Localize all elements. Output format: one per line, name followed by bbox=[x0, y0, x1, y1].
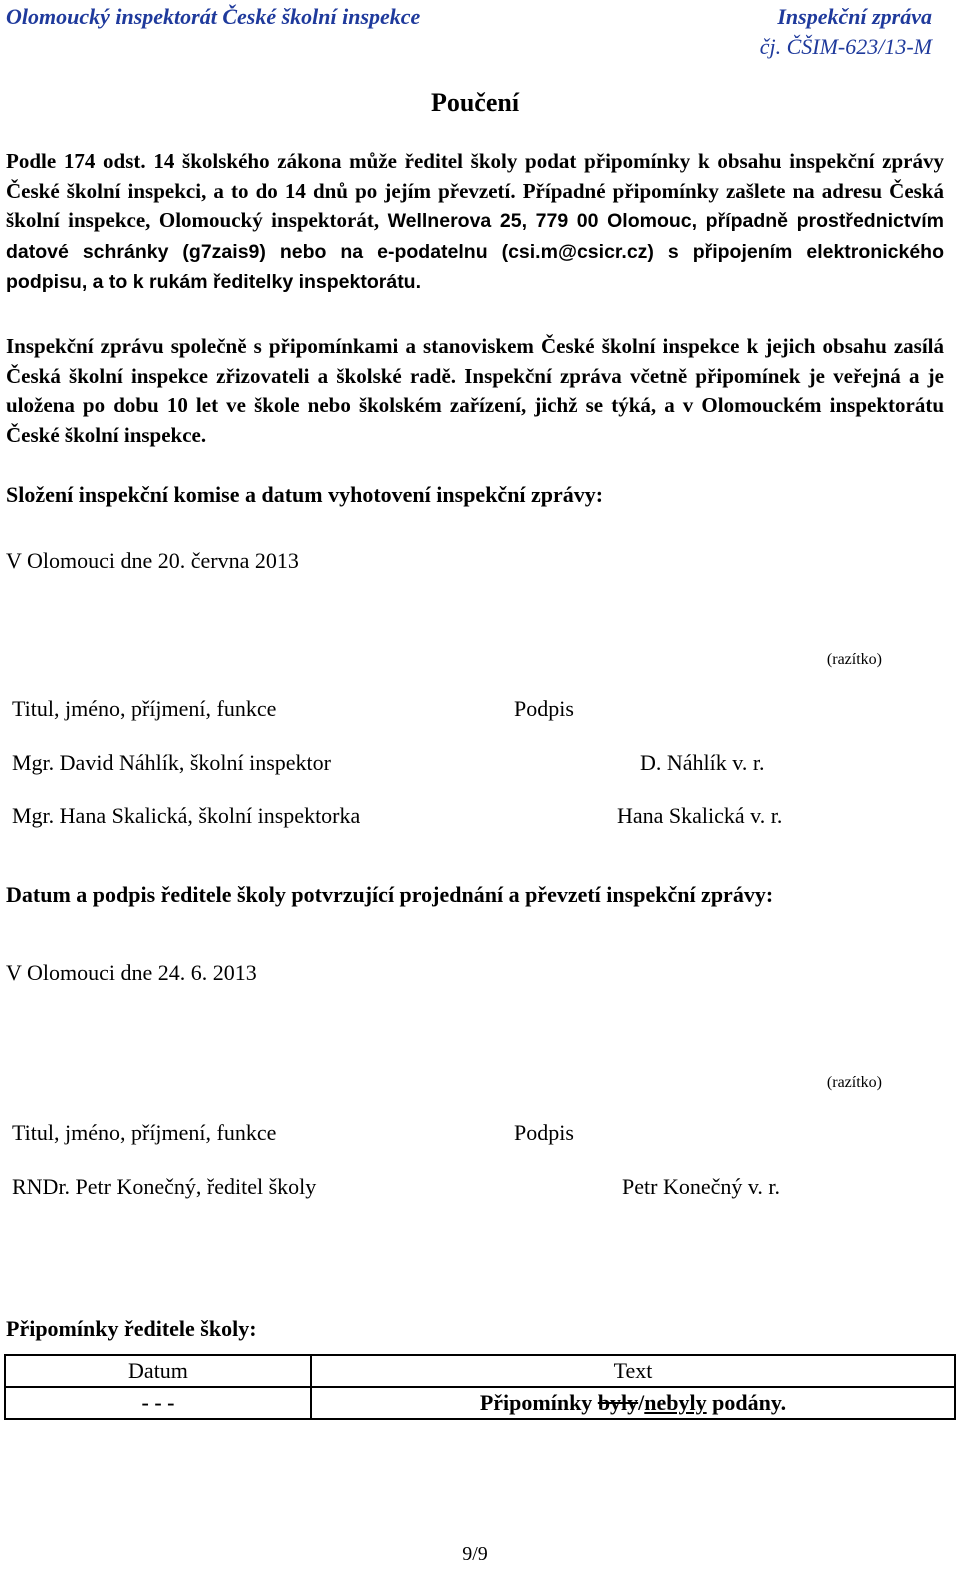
member-signature: D. Náhlík v. r. bbox=[640, 750, 765, 775]
header-doc-type: Inspekční zpráva bbox=[777, 4, 932, 29]
director-col-sign: Podpis bbox=[514, 1120, 574, 1145]
commission-title: Složení inspekční komise a datum vyhotovení inspekční zprávy: bbox=[6, 482, 604, 507]
comments-title: Připomínky ředitele školy: bbox=[6, 1316, 257, 1341]
member-name: Mgr. Hana Skalická, školní inspektorka bbox=[12, 803, 361, 828]
director-name: RNDr. Petr Konečný, ředitel školy bbox=[12, 1174, 317, 1199]
cell-text-prefix: Připomínky bbox=[479, 1390, 598, 1415]
table-header-row bbox=[5, 1355, 955, 1387]
page-number: 9/9 bbox=[462, 1543, 488, 1565]
header-ref-no: čj. ČŠIM-623/13-M bbox=[759, 34, 932, 59]
paragraph-distribution: Inspekční zprávu společně s připomínkami a stanoviskem České školní inspekce k jejich obsahu zasílá Česká školní inspekce zřizovateli a školské radě. Inspekční zpráva včetně připomínek je veřejná a je uložena po dobu 10 let ve škole nebo školském zařízení, jichž se týká, a v Olomouckém inspektorátu České školní inspekce. bbox=[6, 334, 944, 447]
table-row bbox=[5, 1387, 955, 1419]
col-header-date: Datum bbox=[5, 1355, 311, 1387]
cell-date: - - - bbox=[5, 1387, 311, 1419]
commission-col-name: Titul, jméno, příjmení, funkce bbox=[12, 696, 277, 721]
paragraph-instructions-part2: Wellnerova 25, 779 00 Olomouc, případně prostřednictvím datové schránky (g7zais9) nebo na e-podatelnu (csi.m@csicr.cz) s připojením elektronického podpisu, a to k rukám ředitelky inspektorátu. bbox=[6, 210, 944, 293]
commission-col-sign: Podpis bbox=[514, 696, 574, 721]
cell-text-slash: / bbox=[638, 1390, 645, 1415]
cell-text bbox=[311, 1387, 955, 1419]
member-name: Mgr. David Náhlík, školní inspektor bbox=[12, 750, 331, 775]
director-title: Datum a podpis ředitele školy potvrzující projednání a převzetí inspekční zprávy: bbox=[6, 882, 774, 907]
paragraph-instructions bbox=[6, 147, 944, 298]
col-header-text: Text bbox=[311, 1355, 955, 1387]
page-title: Poučení bbox=[430, 88, 520, 117]
paragraph-instructions-part1: Podle 174 odst. 14 školského zákona může ředitel školy podat připomínky k obsahu inspekční zprávy České školní inspekci, a to do 14 dnů po jejím převzetí. Případné připomínky zašlete na adresu Česká školní inspekce, Olomoucký inspektorát, bbox=[6, 149, 944, 232]
cell-text-underlined: nebyly bbox=[644, 1390, 707, 1415]
director-stamp-label: (razítko) bbox=[826, 1074, 882, 1091]
cell-text-suffix: podány. bbox=[706, 1390, 787, 1415]
director-signature: Petr Konečný v. r. bbox=[622, 1174, 781, 1199]
header-org: Olomoucký inspektorát České školní inspekce bbox=[6, 4, 421, 29]
cell-text-struck: byly bbox=[597, 1390, 639, 1415]
page-header bbox=[6, 4, 932, 64]
comments-table bbox=[4, 1354, 956, 1420]
director-col-name: Titul, jméno, příjmení, funkce bbox=[12, 1120, 277, 1145]
director-place-date: V Olomouci dne 24. 6. 2013 bbox=[6, 960, 257, 985]
commission-stamp-label: (razítko) bbox=[826, 651, 882, 668]
commission-place-date: V Olomouci dne 20. června 2013 bbox=[6, 548, 299, 573]
member-signature: Hana Skalická v. r. bbox=[617, 803, 783, 828]
